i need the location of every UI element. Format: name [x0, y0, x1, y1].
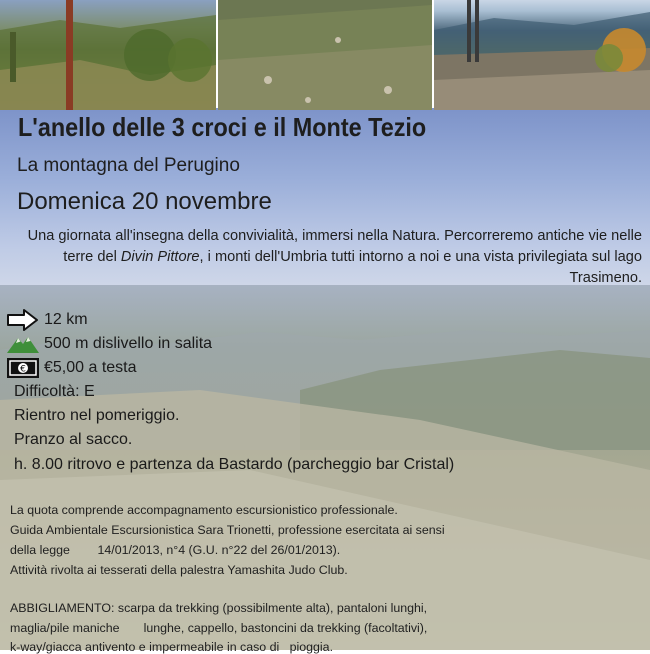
details-line-7: k-way/giacca antivento e impermeabile in caso di pioggia.	[10, 640, 334, 654]
price-text: €5,00 a testa	[44, 359, 137, 376]
return-text: Rientro nel pomeriggio.	[14, 407, 180, 424]
elevation-text: 500 m dislivello in salita	[44, 335, 213, 352]
distance-text: 12 km	[44, 311, 88, 328]
difficulty-text: Difficoltà: E	[14, 383, 95, 400]
fact-distance	[0, 308, 88, 332]
intro-text-2: , i monti dell'Umbria tutti intorno a noi e una vista privilegiata sul lago Trasimeno.	[199, 249, 642, 286]
arrow-right-icon	[6, 308, 44, 332]
intro-text-1: Una giornata all'insegna della convivialità, immersi nella Natura. Percorreremo antiche vie nelle terre del	[27, 228, 642, 265]
fact-price	[0, 356, 137, 380]
svg-text:€: €	[20, 364, 26, 375]
details-line-3: della legge 14/01/2013, n°4 (G.U. n°22 del 26/01/2013).	[10, 543, 341, 557]
lunch-text: Pranzo al sacco.	[14, 431, 133, 448]
details-line-2: Guida Ambientale Escursionistica Sara Trionetti, professione esercitata ai sensi	[10, 523, 445, 537]
intro-paragraph	[2, 226, 642, 289]
details-line-5: ABBIGLIAMENTO: scarpa da trekking (possibilmente alta), pantaloni lunghi,	[10, 601, 428, 615]
meeting-text: h. 8.00 ritrovo e partenza da Bastardo (parcheggio bar Cristal)	[14, 456, 455, 473]
intro-italic: Divin Pittore	[120, 249, 200, 265]
details-line-6: maglia/pile maniche lunghe, cappello, bastoncini da trekking (facoltativi),	[10, 621, 428, 635]
subtitle: La montagna del Perugino	[17, 155, 240, 176]
details-line-4: Attività rivolta ai tesserati della palestra Yamashita Judo Club.	[10, 563, 348, 577]
details-line-1: La quota comprende accompagnamento escursionistico professionale.	[10, 503, 398, 517]
page-title: L'anello delle 3 croci e il Monte Tezio	[18, 112, 427, 142]
mountain-icon	[6, 332, 44, 356]
banknote-icon	[6, 356, 44, 380]
fact-elevation	[0, 332, 212, 356]
event-date: Domenica 20 novembre	[17, 188, 272, 215]
